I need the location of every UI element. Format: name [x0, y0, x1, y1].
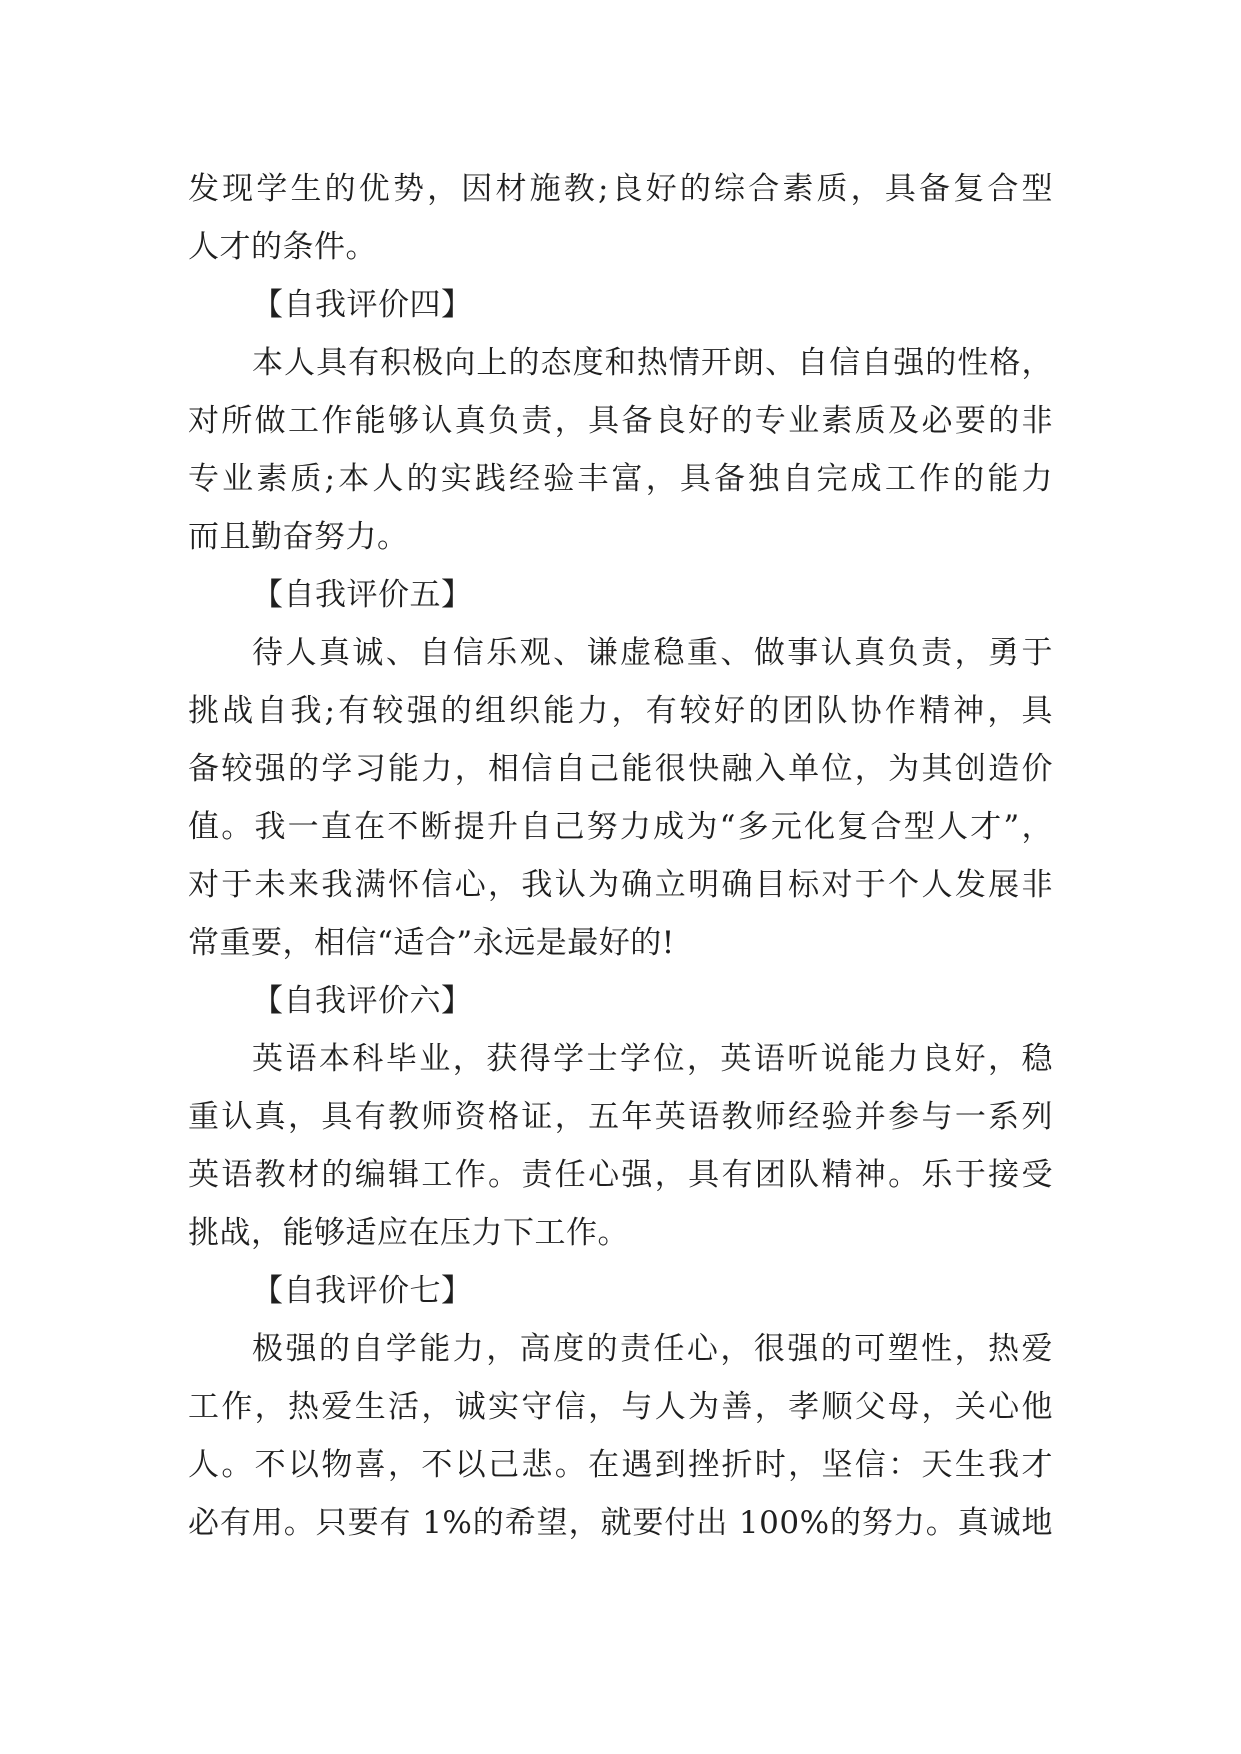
- document-body: [188, 160, 1053, 1552]
- paragraph-line: 人才的条件。: [188, 229, 377, 265]
- paragraph-line: 备较强的学习能力，相信自己能很快融入单位，为其创造价: [188, 751, 1053, 787]
- paragraph-line: 常重要，相信“适合”永远是最好的!: [188, 925, 675, 961]
- section-heading: 【自我评价四】: [252, 287, 473, 323]
- paragraph-line: 工作，热爱生活，诚实守信，与人为善，孝顺父母，关心他: [188, 1389, 1053, 1425]
- paragraph-line: 挑战，能够适应在压力下工作。: [188, 1215, 629, 1251]
- paragraph-line: 专业素质;本人的实践经验丰富，具备独自完成工作的能力: [188, 461, 1053, 497]
- paragraph-line: 英语本科毕业，获得学士学位，英语听说能力良好，稳: [252, 1041, 1053, 1077]
- paragraph-line: 发现学生的优势，因材施教;良好的综合素质，具备复合型: [188, 171, 1053, 207]
- paragraph-line: 本人具有积极向上的态度和热情开朗、自信自强的性格，: [252, 345, 1053, 381]
- section-heading: 【自我评价六】: [252, 983, 473, 1019]
- paragraph-line: 值。我一直在不断提升自己努力成为“多元化复合型人才”，: [188, 809, 1053, 845]
- paragraph-line: 重认真，具有教师资格证，五年英语教师经验并参与一系列: [188, 1099, 1053, 1135]
- paragraph-line: 人。不以物喜，不以己悲。在遇到挫折时，坚信：天生我才: [188, 1447, 1053, 1483]
- paragraph-line: 必有用。只要有 1%的希望，就要付出 100%的努力。真诚地: [188, 1505, 1053, 1541]
- paragraph-line: 对于未来我满怀信心，我认为确立明确目标对于个人发展非: [188, 867, 1053, 903]
- paragraph-line: 极强的自学能力，高度的责任心，很强的可塑性，热爱: [252, 1331, 1053, 1367]
- paragraph-line: 对所做工作能够认真负责，具备良好的专业素质及必要的非: [188, 403, 1053, 439]
- section-heading: 【自我评价七】: [252, 1273, 473, 1309]
- paragraph-line: 挑战自我;有较强的组织能力，有较好的团队协作精神，具: [188, 693, 1053, 729]
- paragraph-line: 而且勤奋努力。: [188, 519, 409, 555]
- paragraph-line: 英语教材的编辑工作。责任心强，具有团队精神。乐于接受: [188, 1157, 1053, 1193]
- section-heading: 【自我评价五】: [252, 577, 473, 613]
- paragraph-line: 待人真诚、自信乐观、谦虚稳重、做事认真负责，勇于: [252, 635, 1053, 671]
